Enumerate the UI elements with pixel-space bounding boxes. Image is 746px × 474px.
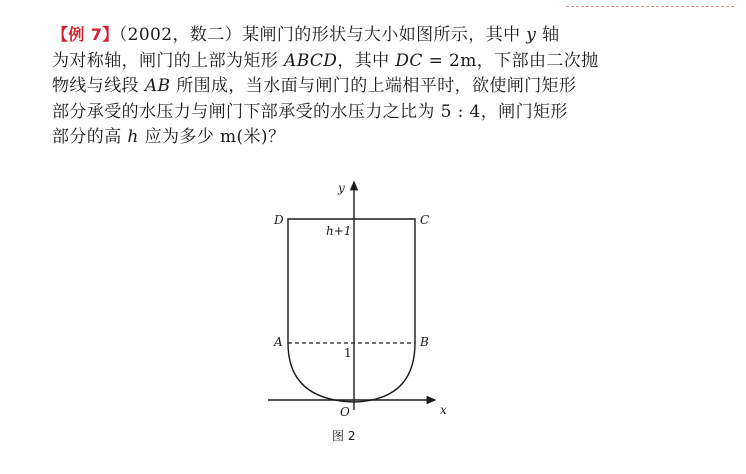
problem-line-5 bbox=[52, 125, 692, 151]
problem-line-3 bbox=[52, 74, 692, 100]
var-dc: DC bbox=[395, 50, 423, 71]
problem-line-4: 部分承受的水压力与闸门下部承受的水压力之比为 5 : 4，闸门矩形 bbox=[52, 101, 568, 122]
gate-outline bbox=[288, 219, 415, 402]
problem-line-1 bbox=[52, 22, 692, 49]
problem-text: 为对称轴，闸门的上部为矩形 bbox=[52, 50, 285, 71]
var-abcd: ABCD bbox=[284, 50, 338, 71]
problem-statement bbox=[52, 22, 692, 151]
x-axis-label: x bbox=[440, 403, 447, 417]
gate-diagram bbox=[250, 170, 490, 430]
problem-text: 部分的高 bbox=[52, 127, 128, 147]
var-y: y bbox=[526, 25, 537, 45]
origin-label: O bbox=[340, 405, 350, 419]
example-tag: 【例 7】 bbox=[52, 25, 119, 44]
point-b-label: B bbox=[420, 335, 429, 349]
problem-text: 物线与线段 bbox=[52, 76, 145, 96]
gate-figure bbox=[250, 170, 490, 470]
problem-text: = 2m，下部由二次抛 bbox=[422, 50, 599, 71]
problem-text: 所围成，当水面与闸门的上端相平时，欲使闸门矩形 bbox=[170, 76, 577, 96]
ab-height-label: 1 bbox=[344, 346, 352, 360]
figure-caption: 图 2 bbox=[332, 429, 356, 443]
height-label: h+1 bbox=[326, 224, 352, 238]
point-c-label: C bbox=[420, 213, 430, 227]
point-d-label: D bbox=[274, 213, 284, 227]
problem-line-2 bbox=[52, 49, 692, 75]
point-a-label: A bbox=[274, 335, 283, 349]
problem-text: 轴 bbox=[536, 25, 560, 45]
y-axis-label: y bbox=[338, 181, 345, 195]
problem-text: ，其中 bbox=[337, 50, 396, 71]
problem-source: （2002，数二） bbox=[118, 25, 243, 45]
problem-text: 某闸门的形状与大小如图所示，其中 bbox=[242, 25, 527, 45]
dashed-divider bbox=[566, 6, 734, 7]
var-h: h bbox=[127, 127, 139, 147]
problem-text: 应为多少 m(米)？ bbox=[138, 127, 286, 147]
var-ab: AB bbox=[144, 76, 171, 96]
